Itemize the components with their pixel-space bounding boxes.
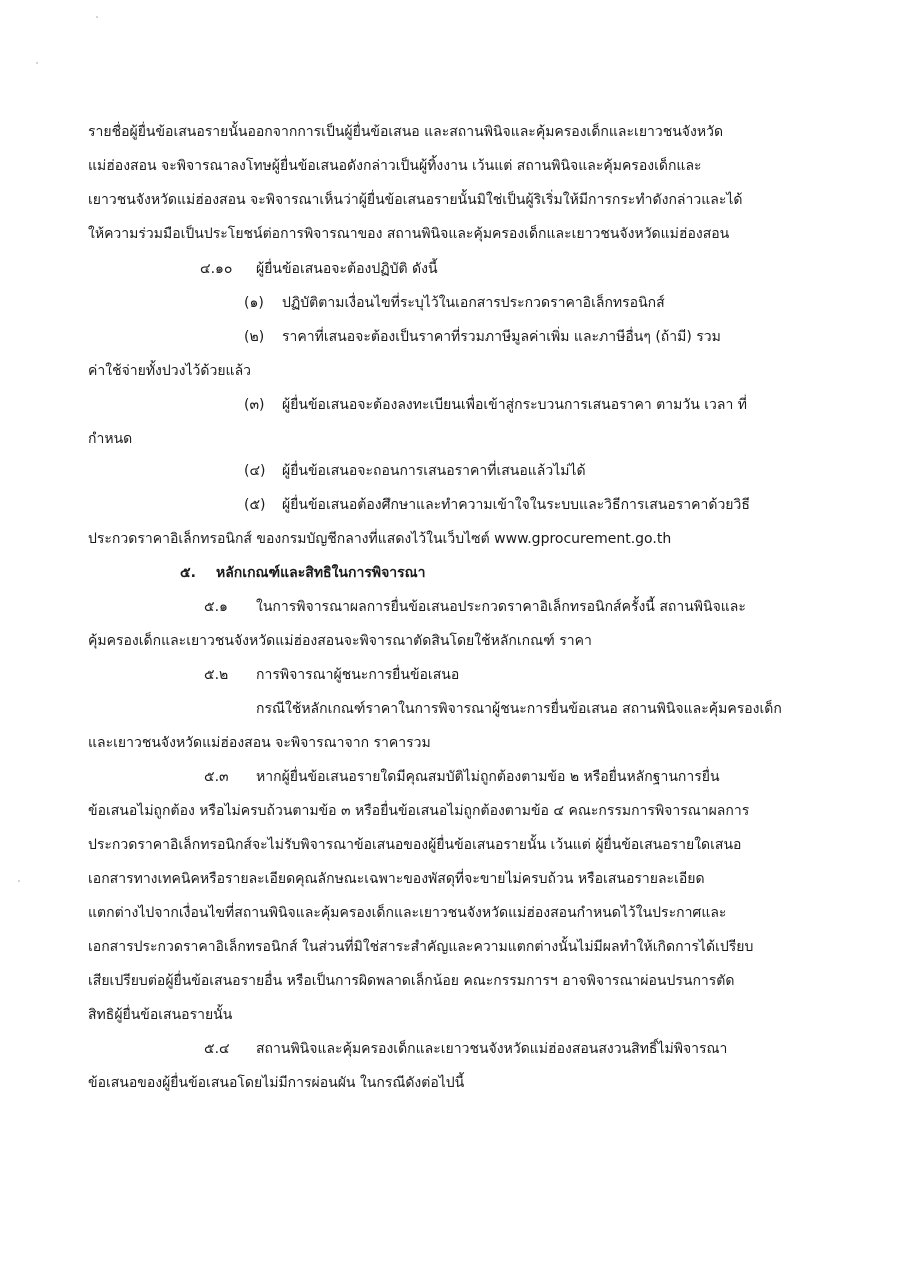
body-line: เยาวชนจังหวัดแม่ฮ่องสอน จะพิจารณาเห็นว่าผู้ยื่นข้อเสนอรายนั้นมิใช่เป็นผู้ริเริ่มให้มีการกระทำดังกล่าวและได้ — [88, 192, 743, 208]
item-text: ผู้ยื่นข้อเสนอจะถอนการเสนอราคาที่เสนอแล้วไม่ได้ — [282, 463, 586, 479]
body-line: เสียเปรียบต่อผู้ยื่นข้อเสนอรายอื่น หรือเป็นการผิดพลาดเล็กน้อย คณะกรรมการฯ อาจพิจารณาผ่อนปรนการตัด — [88, 973, 735, 989]
body-line: แตกต่างไปจากเงื่อนไขที่สถานพินิจและคุ้มครองเด็กและเยาวชนจังหวัดแม่ฮ่องสอนกำหนดไว้ในประกาศและ — [88, 905, 727, 921]
subsection-number: ๕.๓ — [204, 769, 229, 785]
body-line: แม่ฮ่องสอน จะพิจารณาลงโทษผู้ยื่นข้อเสนอดังกล่าวเป็นผู้ทิ้งงาน เว้นแต่ สถานพินิจและคุ้มครองเด็กและ — [88, 158, 702, 174]
body-line: สิทธิผู้ยื่นข้อเสนอรายนั้น — [88, 1007, 233, 1023]
item-continuation: ประกวดราคาอิเล็กทรอนิกส์ ของกรมบัญชีกลางที่แสดงไว้ในเว็บไซต์ www.gprocurement.go.th — [88, 531, 672, 547]
body-line: เอกสารประกวดราคาอิเล็กทรอนิกส์ ในส่วนที่มิใช่สาระสำคัญและความแตกต่างนั้นไม่มีผลทำให้เกิดการได้เปรียบ — [88, 939, 754, 955]
subsection-number: ๕.๑ — [204, 599, 228, 615]
subsection-continuation: และเยาวชนจังหวัดแม่ฮ่องสอน จะพิจารณาจาก ราคารวม — [88, 735, 431, 751]
section-heading: หลักเกณฑ์และสิทธิในการพิจารณา — [216, 565, 426, 581]
subsection-text: การพิจารณาผู้ชนะการยื่นข้อเสนอ — [256, 667, 460, 683]
subsection-text: ในการพิจารณาผลการยื่นข้อเสนอประกวดราคาอิเล็กทรอนิกส์ครั้งนี้ สถานพินิจและ — [256, 599, 746, 615]
item-number: (๓) — [244, 397, 265, 413]
scan-speck — [18, 880, 20, 882]
item-text: ราคาที่เสนอจะต้องเป็นราคาที่รวมภาษีมูลค่าเพิ่ม และภาษีอื่นๆ (ถ้ามี) รวม — [282, 329, 721, 345]
item-number: (๔) — [244, 463, 266, 479]
item-number: (๕) — [244, 497, 266, 513]
scan-speck — [96, 16, 98, 18]
subsection-subtext: กรณีใช้หลักเกณฑ์ราคาในการพิจารณาผู้ชนะการยื่นข้อเสนอ สถานพินิจและคุ้มครองเด็ก — [256, 701, 782, 717]
subsection-continuation: คุ้มครองเด็กและเยาวชนจังหวัดแม่ฮ่องสอนจะพิจารณาตัดสินโดยใช้หลักเกณฑ์ ราคา — [88, 633, 592, 649]
subsection-number: ๕.๔ — [204, 1041, 230, 1057]
item-continuation: ค่าใช้จ่ายทั้งปวงไว้ด้วยแล้ว — [88, 363, 252, 379]
item-text: ผู้ยื่นข้อเสนอจะต้องลงทะเบียนเพื่อเข้าสู่กระบวนการเสนอราคา ตามวัน เวลา ที่ — [282, 397, 748, 413]
subsection-text: หากผู้ยื่นข้อเสนอรายใดมีคุณสมบัติไม่ถูกต้องตามข้อ ๒ หรือยื่นหลักฐานการยื่น — [256, 769, 720, 785]
body-line: ให้ความร่วมมือเป็นประโยชน์ต่อการพิจารณาของ สถานพินิจและคุ้มครองเด็กและเยาวชนจังหวัดแม่ฮ่องสอน — [88, 226, 730, 242]
body-line: เอกสารทางเทคนิคหรือรายละเอียดคุณลักษณะเฉพาะของพัสดุที่จะขายไม่ครบถ้วน หรือเสนอรายละเอียด — [88, 871, 705, 887]
item-text: ปฏิบัติตามเงื่อนไขที่ระบุไว้ในเอกสารประกวดราคาอิเล็กทรอนิกส์ — [282, 295, 665, 311]
scan-speck — [36, 62, 38, 64]
body-line: รายชื่อผู้ยื่นข้อเสนอรายนั้นออกจากการเป็นผู้ยื่นข้อเสนอ และสถานพินิจและคุ้มครองเด็กและเยาวชนจังหวัด — [88, 124, 724, 140]
item-number: (๑) — [244, 295, 264, 311]
item-continuation: กำหนด — [88, 431, 133, 447]
body-line: ประกวดราคาอิเล็กทรอนิกส์จะไม่รับพิจารณาข้อเสนอของผู้ยื่นข้อเสนอรายนั้น เว้นแต่ ผู้ยื่นข้อเสนอรายใดเสนอ — [88, 837, 742, 853]
subsection-number: ๕.๒ — [204, 667, 229, 683]
subsection-text: สถานพินิจและคุ้มครองเด็กและเยาวชนจังหวัดแม่ฮ่องสอนสงวนสิทธิ์ไม่พิจารณา — [256, 1041, 728, 1057]
item-number: (๒) — [244, 329, 265, 345]
subsection-continuation: ข้อเสนอของผู้ยื่นข้อเสนอโดยไม่มีการผ่อนผัน ในกรณีดังต่อไปนี้ — [88, 1075, 465, 1091]
section-number: ๕. — [180, 565, 196, 581]
item-text: ผู้ยื่นข้อเสนอต้องศึกษาและทำความเข้าใจในระบบและวิธีการเสนอราคาด้วยวิธี — [282, 497, 750, 513]
section-heading: ผู้ยื่นข้อเสนอจะต้องปฏิบัติ ดังนี้ — [256, 261, 438, 277]
section-number: ๔.๑๐ — [200, 261, 233, 277]
body-line: ข้อเสนอไม่ถูกต้อง หรือไม่ครบถ้วนตามข้อ ๓ หรือยื่นข้อเสนอไม่ถูกต้องตามข้อ ๔ คณะกรรมการพิจารณาผลการ — [88, 803, 750, 819]
